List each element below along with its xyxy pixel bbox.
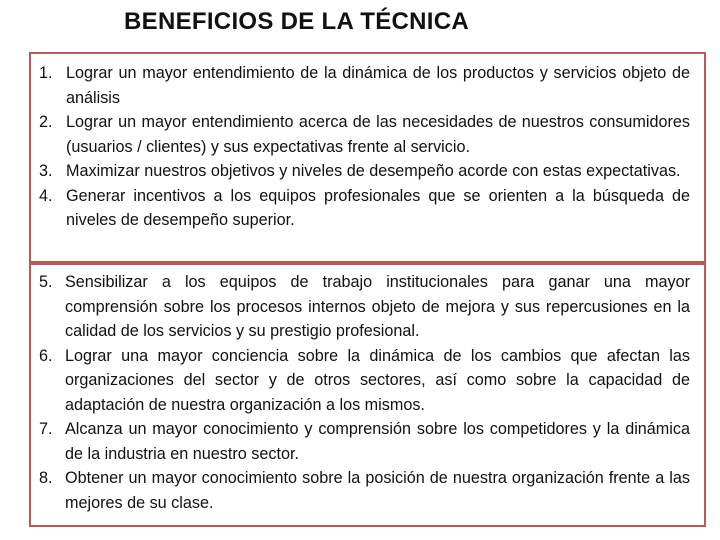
item-text: Lograr un mayor entendimiento de la dinámica de los productos y servicios objeto de análisis bbox=[66, 64, 690, 107]
item-number: 5. bbox=[39, 273, 53, 291]
item-text: Lograr un mayor entendimiento acerca de las necesidades de nuestros consumidores (usuarios / clientes) y sus expectativas frente al servicio. bbox=[66, 113, 690, 156]
benefits-list-2 bbox=[31, 265, 704, 515]
item-text: Generar incentivos a los equipos profesionales que se orienten a la búsqueda de niveles de desempeño superior. bbox=[66, 186, 690, 229]
list-item bbox=[39, 270, 690, 344]
list-item bbox=[39, 61, 690, 110]
list-item bbox=[39, 466, 690, 515]
benefits-list-1 bbox=[31, 54, 704, 233]
item-text: Lograr una mayor conciencia sobre la dinámica de los cambios que afectan las organizaciones del sector y de otros sectores, así como sobre la capacidad de adaptación de nuestra organización a los mismos. bbox=[65, 346, 690, 414]
list-item bbox=[39, 417, 690, 466]
benefits-box-1 bbox=[29, 52, 706, 263]
item-number: 3. bbox=[39, 162, 53, 180]
item-number: 6. bbox=[39, 346, 53, 365]
item-number: 4. bbox=[39, 186, 53, 205]
item-number: 7. bbox=[39, 420, 53, 438]
list-item bbox=[39, 184, 690, 233]
item-text: Alcanza un mayor conocimiento y comprensión sobre los competidores y la dinámica de la industria en nuestro sector. bbox=[65, 420, 690, 463]
list-item bbox=[39, 159, 690, 184]
item-number: 1. bbox=[39, 64, 53, 82]
benefits-box-2 bbox=[29, 263, 706, 527]
list-item bbox=[39, 344, 690, 418]
item-text: Sensibilizar a los equipos de trabajo institucionales para ganar una mayor comprensión sobre los procesos internos objeto de mejora y sus repercusiones en la calidad de los servicios y su prestigio profesional. bbox=[65, 273, 690, 340]
item-text: Obtener un mayor conocimiento sobre la posición de nuestra organización frente a las mejores de su clase. bbox=[65, 469, 690, 512]
list-item bbox=[39, 110, 690, 159]
item-text: Maximizar nuestros objetivos y niveles de desempeño acorde con estas expectativas. bbox=[66, 162, 681, 180]
item-number: 8. bbox=[39, 469, 53, 487]
item-number: 2. bbox=[39, 113, 53, 131]
page-title: BENEFICIOS DE LA TÉCNICA bbox=[124, 8, 469, 35]
